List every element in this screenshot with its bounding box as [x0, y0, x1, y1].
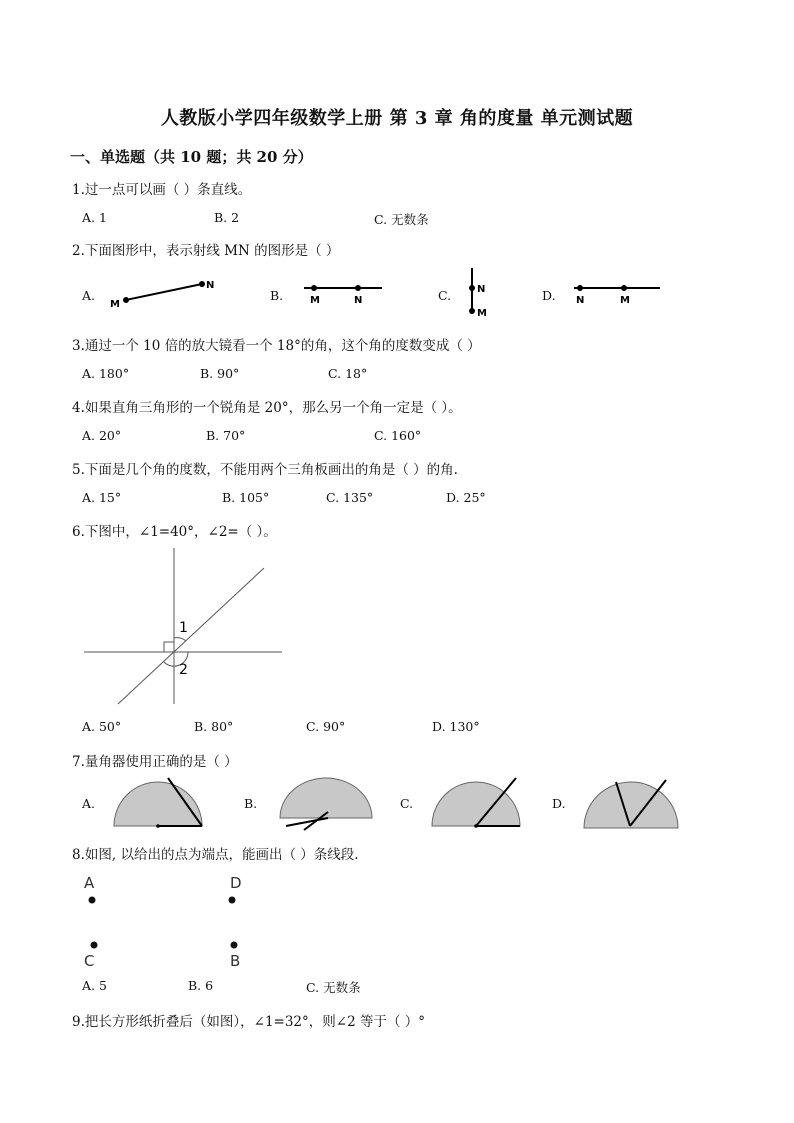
- q7-option-d[interactable]: D.: [552, 796, 566, 811]
- q7-protractor-a: [110, 776, 206, 832]
- question-7: 7.量角器使用正确的是（ ）: [72, 754, 238, 770]
- q2b-label-n: N: [354, 295, 363, 306]
- q4-option-a[interactable]: A. 20°: [82, 428, 122, 443]
- q6-option-a[interactable]: A. 50°: [82, 719, 122, 734]
- question-2: 2.下面图形中，表示射线 MN 的图形是（ ）: [72, 243, 340, 259]
- q6-angle-figure: [84, 548, 284, 708]
- q6-angle-1-label: 1: [179, 620, 188, 636]
- question-4: 4.如果直角三角形的一个锐角是 20°，那么另一个角一定是（ ）。: [72, 400, 462, 416]
- q8-option-c[interactable]: C. 无数条: [306, 980, 361, 995]
- q8-label-a: A: [84, 874, 95, 892]
- q8-option-b[interactable]: B. 6: [188, 978, 214, 993]
- q1-option-a[interactable]: A. 1: [82, 210, 107, 225]
- q5-option-b[interactable]: B. 105°: [222, 490, 270, 505]
- q5-option-a[interactable]: A. 15°: [82, 490, 122, 505]
- q2a-label-n: N: [206, 280, 215, 291]
- q3-option-a[interactable]: A. 180°: [82, 366, 130, 381]
- q7-protractor-c: [428, 776, 524, 832]
- q6-option-c[interactable]: C. 90°: [306, 719, 346, 734]
- q5-option-c[interactable]: C. 135°: [326, 490, 374, 505]
- q8-option-a[interactable]: A. 5: [82, 978, 107, 993]
- q7-option-a[interactable]: A.: [82, 796, 96, 811]
- q4-option-c[interactable]: C. 160°: [374, 428, 422, 443]
- q7-protractor-d: [582, 776, 680, 832]
- q2-option-a[interactable]: A.: [82, 288, 96, 303]
- q2c-label-m: M: [477, 308, 487, 319]
- question-6: 6.下图中，∠1=40°，∠2=（ ）。: [72, 524, 277, 540]
- question-5: 5.下面是几个角的度数，不能用两个三角板画出的角是（ ）的角.: [72, 462, 458, 478]
- question-9: 9.把长方形纸折叠后（如图），∠1=32°，则∠2 等于（ ）°: [72, 1014, 426, 1030]
- q8-label-d: D: [230, 874, 242, 892]
- question-8: 8.如图, 以给出的点为端点，能画出（ ）条线段.: [72, 847, 359, 863]
- q1-option-b[interactable]: B. 2: [214, 210, 240, 225]
- q4-option-b[interactable]: B. 70°: [206, 428, 246, 443]
- q2-option-c[interactable]: C.: [438, 288, 452, 303]
- q7-option-b[interactable]: B.: [244, 796, 258, 811]
- q8-label-b: B: [230, 952, 241, 970]
- q7-option-c[interactable]: C.: [400, 796, 414, 811]
- q3-option-b[interactable]: B. 90°: [200, 366, 240, 381]
- q2d-label-m: M: [620, 295, 630, 306]
- q2-option-b[interactable]: B.: [270, 288, 284, 303]
- page-title: 人教版小学四年级数学上册 第 3 章 角的度量 单元测试题: [160, 108, 634, 129]
- q2-figure-a: [104, 272, 224, 312]
- q2c-label-n: N: [477, 284, 486, 295]
- q2-figure-c: [464, 266, 494, 320]
- section-heading: 一、单选题（共 10 题；共 20 分）: [70, 148, 313, 166]
- q5-option-d[interactable]: D. 25°: [446, 490, 486, 505]
- q6-option-d[interactable]: D. 130°: [432, 719, 480, 734]
- q2-option-d[interactable]: D.: [542, 288, 556, 303]
- q2a-label-m: M: [110, 299, 120, 310]
- q3-option-c[interactable]: C. 18°: [328, 366, 368, 381]
- q8-label-c: C: [84, 952, 95, 970]
- q2d-label-n: N: [576, 295, 585, 306]
- q2b-label-m: M: [310, 295, 320, 306]
- question-3: 3.通过一个 10 倍的放大镜看一个 18°的角，这个角的度数变成（ ）: [72, 338, 481, 354]
- q1-option-c[interactable]: C. 无数条: [374, 212, 429, 227]
- q6-option-b[interactable]: B. 80°: [194, 719, 234, 734]
- q7-protractor-b: [276, 774, 376, 832]
- q2-figure-d: [570, 276, 664, 308]
- q8-points-figure: [80, 872, 252, 970]
- q6-angle-2-label: 2: [179, 662, 188, 678]
- question-1: 1.过一点可以画（ ）条直线。: [72, 182, 252, 198]
- q2-figure-b: [296, 276, 388, 308]
